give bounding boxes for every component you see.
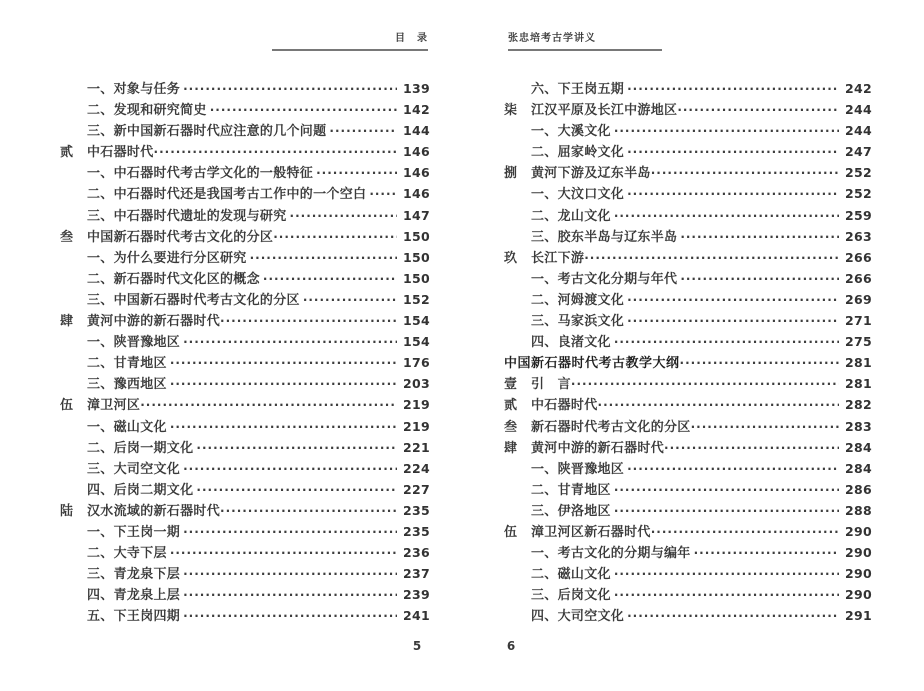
- toc-entry-title: 三、中石器时代遗址的发现与研究: [87, 208, 287, 224]
- dot-leader: [614, 585, 839, 606]
- toc-entry-title: 长江下游: [531, 250, 585, 266]
- toc-entry-page-number: 271: [845, 313, 872, 329]
- dot-leader: [627, 184, 839, 205]
- dot-leader: [677, 100, 839, 121]
- toc-entry-page-number: 146: [403, 186, 430, 202]
- toc-entry-page-number: 146: [403, 144, 430, 160]
- toc-entry-page-number: 288: [845, 502, 872, 518]
- toc-entry: [504, 226, 872, 247]
- dot-leader: [664, 438, 839, 459]
- toc-entry-page-number: 247: [845, 144, 872, 160]
- dot-leader: [329, 121, 397, 142]
- toc-entry-page-number: 290: [845, 566, 872, 582]
- left-page-folio: 5: [412, 639, 422, 653]
- dot-leader: [680, 227, 839, 248]
- toc-entry: [60, 373, 430, 394]
- dot-leader: [183, 585, 397, 606]
- dot-leader: [614, 480, 839, 501]
- dot-leader: [290, 206, 397, 227]
- dot-leader: [369, 184, 397, 205]
- toc-entry-page-number: 284: [845, 460, 872, 476]
- toc-entry-title: 一、磁山文化: [87, 419, 167, 435]
- dot-leader: [651, 522, 839, 543]
- toc-entry-title: 四、青龙泉上层: [87, 588, 181, 604]
- toc-entry: [60, 99, 430, 120]
- toc-list-left: [60, 78, 430, 626]
- dot-leader: [183, 332, 397, 353]
- toc-entry-title: 一、陕晋豫地区: [531, 461, 625, 477]
- toc-entry: [60, 437, 430, 458]
- toc-entry-page-number: 176: [403, 355, 430, 371]
- toc-entry: [60, 78, 430, 99]
- toc-entry-page-number: 203: [403, 376, 430, 392]
- toc-entry: [504, 78, 872, 99]
- dot-leader: [154, 142, 397, 163]
- toc-entry-page-number: 139: [403, 81, 430, 96]
- toc-entry-page-number: 244: [845, 102, 872, 118]
- toc-list-right: [504, 78, 872, 626]
- toc-entry-title: 三、青龙泉下层: [87, 567, 181, 583]
- toc-entry-page-number: 281: [845, 376, 872, 392]
- toc-entry-title: 一、陕晋豫地区: [87, 335, 181, 351]
- toc-entry-title: 中石器时代: [87, 145, 154, 161]
- toc-entry: [504, 331, 872, 352]
- toc-entry-page-number: 252: [845, 186, 872, 202]
- toc-entry-title: 三、中国新石器时代考古文化的分区: [87, 292, 300, 308]
- dot-leader: [680, 353, 839, 374]
- toc-entry-title: 黄河中游的新石器时代: [87, 314, 221, 330]
- dot-leader: [170, 353, 397, 374]
- toc-entry: [504, 500, 872, 521]
- toc-entry: [504, 310, 872, 331]
- toc-entry: [504, 162, 872, 183]
- toc-entry-page-number: 227: [403, 481, 430, 497]
- dot-leader: [140, 395, 397, 416]
- toc-entry: [60, 247, 430, 268]
- dot-leader: [170, 417, 397, 438]
- right-page-running-head: 张忠培考古学讲义: [508, 33, 662, 51]
- toc-entry-title: 一、大溪文化: [531, 124, 611, 140]
- toc-entry: [60, 563, 430, 584]
- dot-leader: [691, 417, 839, 438]
- toc-entry-title: 四、后岗二期文化: [87, 482, 194, 498]
- dot-leader: [614, 332, 839, 353]
- toc-entry-marker: 肆: [60, 314, 74, 330]
- toc-entry: [504, 584, 872, 605]
- toc-entry-title: 二、中石器时代还是我国考古工作中的一个空白: [87, 187, 367, 203]
- toc-entry-page-number: 235: [403, 502, 430, 518]
- dot-leader: [627, 79, 839, 100]
- toc-entry-page-number: 290: [845, 523, 872, 539]
- toc-entry-page-number: 237: [403, 566, 430, 582]
- toc-entry-title: 一、为什么要进行分区研究: [87, 250, 247, 266]
- toc-entry-page-number: 146: [403, 165, 430, 181]
- dot-leader: [598, 395, 839, 416]
- toc-entry-marker: 伍: [504, 524, 518, 540]
- toc-entry-page-number: 252: [845, 165, 872, 181]
- toc-entry-title: 三、马家浜文化: [531, 314, 625, 330]
- toc-entry-page-number: 259: [845, 207, 872, 223]
- toc-entry: [60, 268, 430, 289]
- toc-entry-page-number: 147: [403, 207, 430, 223]
- toc-entry-title: 五、下王岗四期: [87, 609, 181, 625]
- toc-entry: [60, 289, 430, 310]
- dot-leader: [614, 121, 839, 142]
- toc-entry: [504, 352, 872, 373]
- toc-entry-title: 一、对象与任务: [87, 82, 181, 97]
- dot-leader: [170, 543, 397, 564]
- toc-entry-page-number: 235: [403, 523, 430, 539]
- toc-entry-marker: 伍: [60, 398, 74, 414]
- dot-leader: [273, 227, 397, 248]
- toc-entry-page-number: 281: [845, 355, 872, 371]
- toc-entry-page-number: 284: [845, 439, 872, 455]
- toc-entry: [504, 394, 872, 415]
- toc-entry-page-number: 290: [845, 545, 872, 561]
- toc-entry-title: 二、屈家岭文化: [531, 145, 625, 161]
- toc-entry-title: 汉水流域的新石器时代: [87, 503, 221, 519]
- toc-entry: [60, 584, 430, 605]
- toc-entry-title: 三、后岗文化: [531, 588, 611, 604]
- dot-leader: [196, 480, 397, 501]
- dot-leader: [614, 564, 839, 585]
- toc-entry: [60, 162, 430, 183]
- toc-entry-title: 黄河下游及辽东半岛: [531, 166, 651, 182]
- toc-entry: [504, 268, 872, 289]
- dot-leader: [614, 501, 839, 522]
- toc-entry: [60, 416, 430, 437]
- toc-entry: [504, 458, 872, 479]
- toc-entry: [60, 605, 430, 626]
- toc-entry: [504, 416, 872, 437]
- toc-entry-title: 二、甘青地区: [87, 356, 167, 372]
- toc-entry-page-number: 152: [403, 291, 430, 307]
- toc-entry: [504, 120, 872, 141]
- toc-entry-title: 黄河中游的新石器时代: [531, 440, 665, 456]
- dot-leader: [627, 311, 839, 332]
- toc-entry-page-number: 239: [403, 587, 430, 603]
- toc-entry-page-number: 266: [845, 270, 872, 286]
- dot-leader: [694, 543, 839, 564]
- toc-entry-marker: 叁: [504, 419, 518, 435]
- toc-entry-title: 一、考古文化的分期与编年: [531, 546, 691, 562]
- toc-entry-title: 江汉平原及长江中游地区: [531, 103, 678, 119]
- toc-entry-title: 一、下王岗一期: [87, 524, 181, 540]
- toc-entry-page-number: 241: [403, 608, 430, 624]
- toc-entry-page-number: 236: [403, 545, 430, 561]
- toc-entry: [60, 542, 430, 563]
- dot-leader: [210, 100, 397, 121]
- toc-entry-title: 三、豫西地区: [87, 377, 167, 393]
- toc-entry-title: 三、新中国新石器时代应注意的几个问题: [87, 124, 327, 140]
- toc-entry: [60, 120, 430, 141]
- toc-entry-title: 中国新石器时代考古教学大纲: [504, 356, 680, 372]
- toc-entry-page-number: 263: [845, 228, 872, 244]
- toc-entry-page-number: 283: [845, 418, 872, 434]
- dot-leader: [183, 564, 397, 585]
- toc-entry-title: 中国新石器时代考古文化的分区: [87, 229, 274, 245]
- dot-leader: [220, 501, 397, 522]
- toc-entry-title: 四、大司空文化: [531, 609, 625, 625]
- toc-entry: [504, 205, 872, 226]
- toc-entry-title: 二、后岗一期文化: [87, 440, 194, 456]
- toc-entry-page-number: 291: [845, 608, 872, 624]
- toc-entry-marker: 壹: [504, 377, 518, 393]
- toc-entry: [504, 542, 872, 563]
- toc-entry-page-number: 242: [845, 81, 872, 96]
- toc-entry-page-number: 150: [403, 228, 430, 244]
- toc-entry-page-number: 269: [845, 291, 872, 307]
- dot-leader: [680, 269, 839, 290]
- toc-entry: [60, 458, 430, 479]
- toc-entry: [60, 141, 430, 162]
- toc-entry-page-number: 154: [403, 313, 430, 329]
- toc-entry: [60, 500, 430, 521]
- toc-entry: [60, 521, 430, 542]
- dot-leader: [183, 459, 397, 480]
- toc-entry: [504, 479, 872, 500]
- dot-leader: [183, 522, 397, 543]
- right-page-folio: 6: [506, 639, 516, 653]
- toc-entry: [504, 521, 872, 542]
- dot-leader: [571, 374, 839, 395]
- toc-entry-page-number: 142: [403, 102, 430, 118]
- toc-entry-title: 新石器时代考古文化的分区: [531, 419, 691, 435]
- dot-leader: [316, 163, 397, 184]
- toc-entry-page-number: 266: [845, 249, 872, 265]
- toc-entry: [504, 183, 872, 204]
- toc-entry: [60, 226, 430, 247]
- toc-entry-page-number: 290: [845, 587, 872, 603]
- toc-entry-marker: 贰: [504, 398, 518, 414]
- toc-entry-page-number: 221: [403, 439, 430, 455]
- toc-entry-title: 一、考古文化分期与年代: [531, 271, 678, 287]
- dot-leader: [627, 290, 839, 311]
- toc-entry-marker: 玖: [504, 250, 518, 266]
- dot-leader: [170, 374, 397, 395]
- toc-entry-title: 二、新石器时代文化区的概念: [87, 271, 260, 287]
- toc-entry-page-number: 286: [845, 481, 872, 497]
- toc-entry-page-number: 150: [403, 249, 430, 265]
- toc-entry-marker: 柒: [504, 103, 518, 119]
- toc-entry-title: 漳卫河区: [87, 398, 141, 414]
- toc-entry: [60, 310, 430, 331]
- dot-leader: [183, 79, 397, 100]
- toc-entry: [504, 605, 872, 626]
- toc-entry: [60, 183, 430, 204]
- toc-entry-page-number: 150: [403, 270, 430, 286]
- toc-entry-title: 四、良渚文化: [531, 335, 611, 351]
- toc-entry-page-number: 154: [403, 334, 430, 350]
- toc-entry-marker: 贰: [60, 145, 74, 161]
- dot-leader: [183, 606, 397, 627]
- toc-entry: [504, 289, 872, 310]
- dot-leader: [627, 459, 839, 480]
- toc-entry-title: 二、磁山文化: [531, 567, 611, 583]
- toc-entry: [60, 331, 430, 352]
- toc-entry-title: 三、伊洛地区: [531, 503, 611, 519]
- toc-entry: [504, 563, 872, 584]
- dot-leader: [614, 206, 839, 227]
- toc-entry-marker: 叁: [60, 229, 74, 245]
- toc-entry-marker: 肆: [504, 440, 518, 456]
- dot-leader: [627, 142, 839, 163]
- toc-entry-title: 一、大汶口文化: [531, 187, 625, 203]
- toc-entry-title: 二、龙山文化: [531, 208, 611, 224]
- toc-entry: [504, 141, 872, 162]
- dot-leader: [627, 606, 839, 627]
- toc-entry: [504, 247, 872, 268]
- toc-entry-title: 二、河姆渡文化: [531, 292, 625, 308]
- toc-entry: [60, 394, 430, 415]
- toc-entry: [504, 99, 872, 120]
- toc-entry-marker: 捌: [504, 166, 518, 182]
- toc-entry-title: 一、中石器时代考古学文化的一般特征: [87, 166, 314, 182]
- toc-entry: [504, 437, 872, 458]
- toc-entry-page-number: 219: [403, 397, 430, 413]
- toc-entry-page-number: 282: [845, 397, 872, 413]
- toc-entry-title: 三、大司空文化: [87, 461, 181, 477]
- toc-entry-page-number: 275: [845, 334, 872, 350]
- toc-entry-page-number: 244: [845, 123, 872, 139]
- toc-entry-page-number: 224: [403, 460, 430, 476]
- dot-leader: [250, 248, 397, 269]
- toc-entry-marker: 陆: [60, 503, 74, 519]
- toc-entry-title: 中石器时代: [531, 398, 598, 414]
- toc-entry: [60, 205, 430, 226]
- toc-entry-title: 引 言: [531, 377, 571, 393]
- left-page-running-head: 目 录: [272, 33, 428, 51]
- toc-entry-page-number: 144: [403, 123, 430, 139]
- toc-entry-title: 二、发现和研究简史: [87, 103, 207, 119]
- toc-entry-title: 二、甘青地区: [531, 482, 611, 498]
- toc-entry-page-number: 219: [403, 418, 430, 434]
- toc-entry: [60, 479, 430, 500]
- toc-entry-title: 三、胶东半岛与辽东半岛: [531, 229, 678, 245]
- toc-entry: [504, 373, 872, 394]
- toc-entry-title: 六、下王岗五期: [531, 82, 625, 97]
- dot-leader: [220, 311, 397, 332]
- dot-leader: [263, 269, 397, 290]
- toc-entry-title: 漳卫河区新石器时代: [531, 524, 651, 540]
- dot-leader: [196, 438, 397, 459]
- dot-leader: [303, 290, 397, 311]
- dot-leader: [651, 163, 839, 184]
- toc-entry-title: 二、大寺下层: [87, 546, 167, 562]
- toc-entry: [60, 352, 430, 373]
- dot-leader: [584, 248, 839, 269]
